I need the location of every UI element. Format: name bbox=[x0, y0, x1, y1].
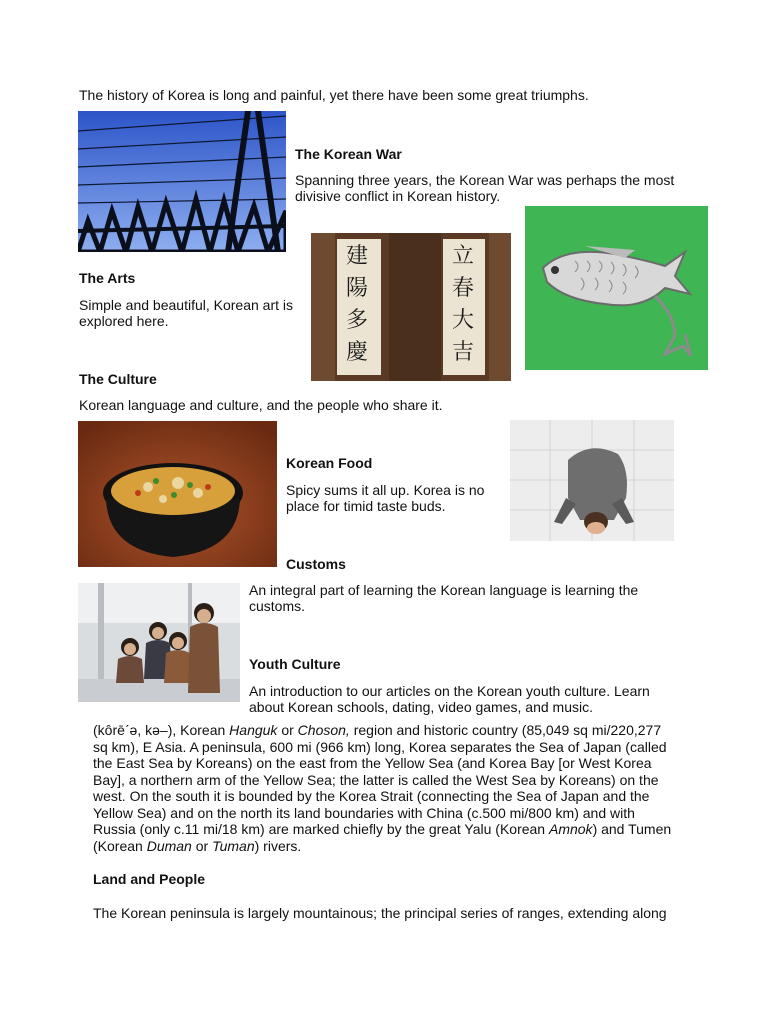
arts-heading[interactable]: The Arts bbox=[79, 270, 136, 286]
fish-ornament-image[interactable] bbox=[525, 206, 708, 370]
overview-italic-term: Hanguk bbox=[229, 722, 278, 738]
intro-text: The history of Korea is long and painful, yet there have been some great triumphs. bbox=[79, 87, 589, 103]
korean-war-heading[interactable]: The Korean War bbox=[295, 146, 402, 162]
overview-text-segment: (kôrēˊə, kə–), Korean bbox=[93, 722, 230, 738]
korea-overview-paragraph bbox=[93, 722, 676, 854]
youth-culture-image[interactable] bbox=[78, 583, 240, 702]
overview-text-segment: or bbox=[277, 722, 298, 738]
land-and-people-heading: Land and People bbox=[93, 871, 206, 887]
culture-heading[interactable]: The Culture bbox=[79, 371, 157, 387]
overview-text-segment: ) rivers. bbox=[254, 837, 302, 854]
arts-description: Simple and beautiful, Korean art is explored here. bbox=[79, 297, 294, 329]
customs-description: An integral part of learning the Korean language is learning the customs. bbox=[249, 582, 639, 614]
youth-culture-heading[interactable]: Youth Culture bbox=[249, 656, 341, 672]
land-and-people-paragraph: The Korean peninsula is largely mountainous; the principal series of ranges, extending along bbox=[93, 905, 667, 921]
calligraphy-right-text: 立春大吉 bbox=[451, 244, 474, 365]
overview-italic-term: Duman bbox=[146, 837, 192, 854]
korean-war-description: Spanning three years, the Korean War was perhaps the most divisive conflict in Korean history. bbox=[295, 172, 675, 204]
overview-text-segment: ) and Tumen (Korean bbox=[93, 821, 672, 854]
overview-italic-term: Tuman bbox=[212, 837, 255, 854]
bowing-person-image[interactable] bbox=[510, 420, 674, 541]
customs-heading[interactable]: Customs bbox=[286, 556, 346, 572]
culture-description: Korean language and culture, and the people who share it. bbox=[79, 397, 443, 413]
food-description: Spicy sums it all up. Korea is no place for timid taste buds. bbox=[286, 482, 485, 514]
overview-italic-term: Amnok bbox=[548, 821, 593, 837]
korean-food-image[interactable] bbox=[78, 421, 277, 567]
overview-text-segment: region and historic country (85,049 sq mi/220,277 sq km), E Asia. A peninsula, 600 mi (966 km) long, Korea separates the Sea of Japan (called the East Sea by Koreans) on the east from the Yellow Sea (and Korea Bay [or West Korea Bay], a northern arm of the Yellow Sea; the latter is called the West Sea by Koreans) on the west. On the south it is bounded by the Korea Strait (connecting the Sea of Japan and the Yellow Sea) and on the north its land boundaries with China (c.500 mi/800 km) and with Russia (only c.11 mi/18 km) are marked chiefly by the great Yalu (Korean bbox=[93, 722, 667, 837]
youth-culture-description: An introduction to our articles on the Korean youth culture. Learn about Korean schools, dating, video games, and music. bbox=[249, 683, 650, 715]
barbed-wire-image[interactable] bbox=[78, 111, 286, 252]
overview-italic-term: Choson, bbox=[297, 722, 350, 738]
food-heading[interactable]: Korean Food bbox=[286, 455, 373, 471]
calligraphy-left-text: 建陽多慶 bbox=[345, 244, 368, 365]
overview-text-segment: or bbox=[191, 837, 213, 854]
